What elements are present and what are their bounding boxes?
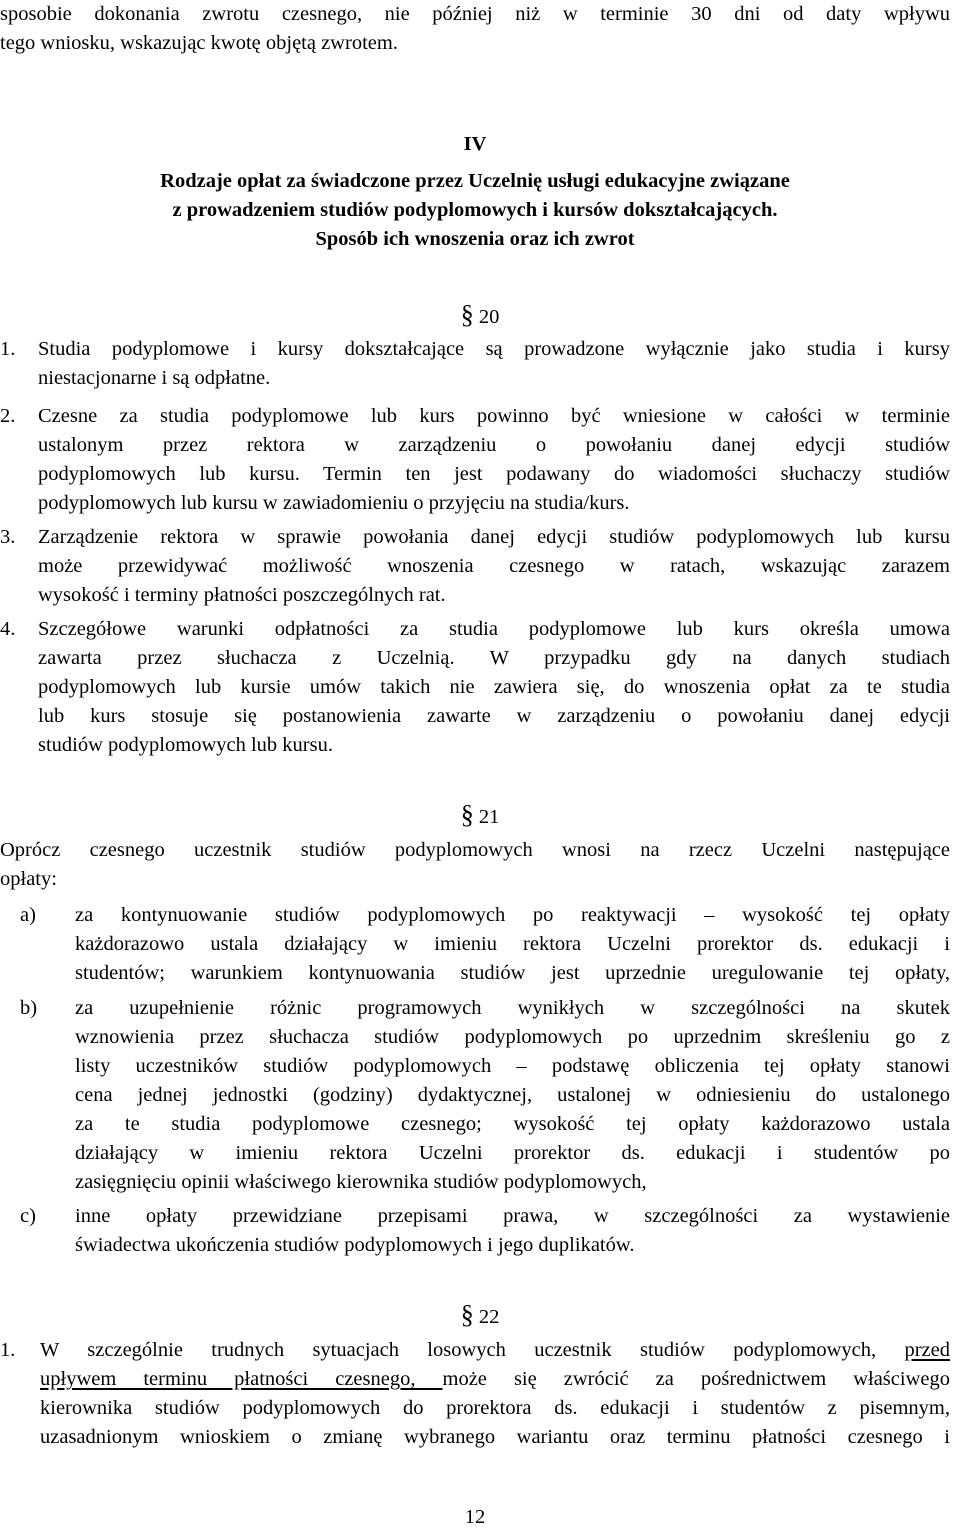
item-label: c) [20,1205,36,1227]
section-number: 22 [478,1306,500,1328]
text-line [40,1336,950,1365]
numbered-paragraph [0,1336,950,1452]
section-heading-21 [440,800,520,832]
lettered-item [0,901,950,988]
text-line: opłaty: [0,868,57,890]
text-line: cena jednej jednostki (godziny) dydaktycznej, ustalonej w odniesieniu do ustalonego [75,1084,950,1106]
chapter-title-line: Rodzaje opłat za świadczone przez Uczelnię usługi edukacyjne związane [160,170,790,192]
text-line: wznowienia przez słuchacza studiów podyplomowych po uprzednim skreśleniu go z [75,1026,950,1048]
paragraph-number: 2. [0,405,16,427]
text-line: zasięgnięciu opinii właściwego kierownika studiów podyplomowych, [75,1171,647,1193]
text-line: Czesne za studia podyplomowe lub kurs powinno być wniesione w całości w terminie [38,405,950,427]
page-number: 12 [464,1506,486,1528]
paragraph-number: 1. [0,338,16,360]
text-line: studiów podyplomowych lub kursu. [38,734,333,756]
text-line: Szczegółowe warunki odpłatności za studia podyplomowe lub kurs określa umowa [38,618,950,640]
text-line: Studia podyplomowe i kursy dokształcające są prowadzone wyłącznie jako studia i kursy [38,338,950,360]
text-line: zawarta przez słuchacza z Uczelnią. W przypadku gdy na danych studiach [38,647,950,669]
item-label: a) [20,904,36,926]
text-line: podyplomowych lub kursu w zawiadomieniu o przyjęciu na studia/kurs. [38,492,630,514]
text-line: tego wniosku, wskazując kwotę objętą zwrotem. [0,32,398,54]
item-label: b) [20,997,38,1019]
text-line: kierownika studiów podyplomowych do prorektora ds. edukacji i studentów z pisemnym, [40,1397,950,1419]
text-line: wysokość i terminy płatności poszczególnych rat. [38,584,446,606]
intro-paragraph [0,836,950,894]
lettered-item [0,1202,950,1260]
text-line: listy uczestników studiów podyplomowych – podstawę obliczenia tej opłaty stanowi [75,1055,950,1077]
text-line: każdorazowo ustala działający w imieniu rektora Uczelni prorektor ds. edukacji i [75,933,950,955]
text-line: działający w imieniu rektora Uczelni prorektor ds. edukacji i studentów po [75,1142,950,1164]
paragraph-number: 1. [0,1339,16,1361]
text-line: Zarządzenie rektora w sprawie powołania danej edycji studiów podyplomowych lub kursu [38,526,950,548]
text-line: inne opłaty przewidziane przepisami prawa, w szczególności za wystawienie [75,1205,950,1227]
text-line: podyplomowych lub kursie umów takich nie zawiera się, do wnoszenia opłat za te studia [38,676,950,698]
text-line: może przewidywać możliwość wnoszenia czesnego w ratach, wskazując zarazem [38,555,950,577]
text-line: świadectwa ukończenia studiów podyplomowych i jego duplikatów. [75,1234,635,1256]
section-sign-icon: § [460,1300,474,1329]
text-line: za te studia podyplomowe czesnego; wysokość tej opłaty każdorazowo ustala [75,1113,950,1135]
text-line: niestacjonarne i są odpłatne. [38,367,271,389]
numbered-paragraph [0,335,950,393]
text-line: sposobie dokonania zwrotu czesnego, nie później niż w terminie 30 dni od daty wpływu [0,3,950,25]
section-heading-22 [440,1300,520,1332]
chapter-numeral: IV [463,133,487,155]
text-line: studentów; warunkiem kontynuowania studiów jest uprzednie uregulowanie tej opłaty, [75,962,950,984]
text-line: uzasadnionym wnioskiem o zmianę wybranego wariantu oraz terminu płatności czesnego i [40,1426,950,1448]
section-sign-icon: § [460,300,474,329]
paragraph-number: 4. [0,618,16,640]
underlined-text: przed [904,1339,950,1361]
text-run: W szczególnie trudnych sytuacjach losowych uczestnik studiów podyplomowych, [40,1339,905,1361]
section-heading-20 [440,300,520,332]
text-run: może się zwrócić za pośrednictwem właściwego [442,1368,950,1390]
paragraph-number: 3. [0,526,16,548]
chapter-heading [0,130,950,254]
chapter-title-line: z prowadzeniem studiów podyplomowych i kursów dokształcających. [172,199,778,221]
numbered-paragraph [0,615,950,760]
lettered-item [0,994,950,1197]
continuation-paragraph [0,0,950,58]
text-line [40,1365,950,1394]
underlined-text: upływem terminu płatności czesnego, [40,1368,443,1390]
chapter-title-line: Sposób ich wnoszenia oraz ich zwrot [315,228,635,250]
section-sign-icon: § [460,800,474,829]
text-line: Oprócz czesnego uczestnik studiów podyplomowych wnosi na rzecz Uczelni następujące [0,839,950,861]
text-line: lub kurs stosuje się postanowienia zawarte w zarządzeniu o powołaniu danej edycji [38,705,950,727]
numbered-paragraph [0,402,950,518]
section-number: 21 [478,806,500,828]
text-line: podyplomowych lub kursu. Termin ten jest podawany do wiadomości słuchaczy studiów [38,463,950,485]
text-line: ustalonym przez rektora w zarządzeniu o powołaniu danej edycji studiów [38,434,950,456]
text-line: za kontynuowanie studiów podyplomowych po reaktywacji – wysokość tej opłaty [75,904,950,926]
section-number: 20 [478,306,500,328]
text-line: za uzupełnienie różnic programowych wynikłych w szczególności na skutek [75,997,950,1019]
numbered-paragraph [0,523,950,610]
